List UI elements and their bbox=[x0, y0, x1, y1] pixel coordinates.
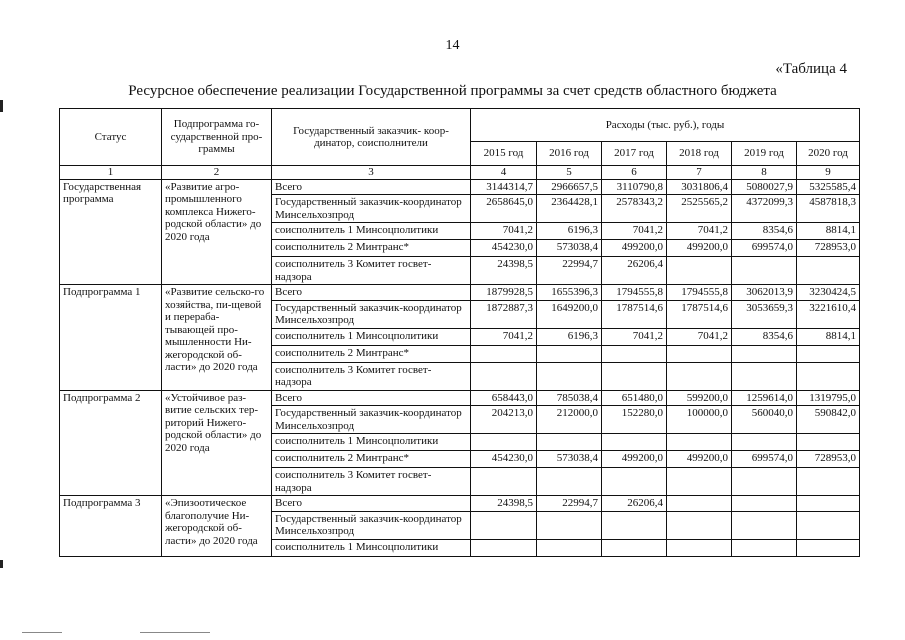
value-cell: 1787514,6 bbox=[667, 300, 732, 328]
value-cell bbox=[667, 539, 732, 556]
header-year: 2017 год bbox=[602, 142, 667, 166]
value-cell: 152280,0 bbox=[602, 406, 667, 434]
value-cell: 499200,0 bbox=[667, 451, 732, 468]
row-subprogram-name: «Развитие агро-промышленного комплекса Нижего-родской области» до 2020 года bbox=[162, 179, 272, 285]
header-year: 2020 год bbox=[797, 142, 860, 166]
value-cell bbox=[667, 511, 732, 539]
value-cell bbox=[732, 434, 797, 451]
value-cell: 3053659,3 bbox=[732, 300, 797, 328]
row-executor: Государственный заказчик-координатор Минсельхозпрод bbox=[272, 511, 471, 539]
row-executor: соисполнитель 3 Комитет госвет-надзора bbox=[272, 468, 471, 496]
table-row bbox=[60, 390, 860, 406]
value-cell: 3144314,7 bbox=[471, 179, 537, 195]
header-subprogram: Подпрограмма го-сударственной про-граммы bbox=[162, 109, 272, 166]
table-row bbox=[60, 285, 860, 301]
column-number: 9 bbox=[797, 166, 860, 180]
value-cell bbox=[471, 362, 537, 390]
value-cell: 658443,0 bbox=[471, 390, 537, 406]
value-cell bbox=[537, 345, 602, 362]
row-executor: Всего bbox=[272, 390, 471, 406]
value-cell: 8354,6 bbox=[732, 328, 797, 345]
value-cell: 3110790,8 bbox=[602, 179, 667, 195]
value-cell bbox=[602, 345, 667, 362]
header-year: 2019 год bbox=[732, 142, 797, 166]
row-executor: соисполнитель 2 Минтранс* bbox=[272, 451, 471, 468]
value-cell bbox=[471, 511, 537, 539]
value-cell bbox=[797, 539, 860, 556]
header-year: 2018 год bbox=[667, 142, 732, 166]
value-cell: 6196,3 bbox=[537, 223, 602, 240]
column-number: 5 bbox=[537, 166, 602, 180]
resource-table bbox=[59, 108, 860, 557]
value-cell: 3062013,9 bbox=[732, 285, 797, 301]
value-cell: 651480,0 bbox=[602, 390, 667, 406]
row-status: Подпрограмма 1 bbox=[60, 285, 162, 391]
header-expenses: Расходы (тыс. руб.), годы bbox=[471, 109, 860, 142]
value-cell: 1655396,3 bbox=[537, 285, 602, 301]
value-cell bbox=[732, 345, 797, 362]
value-cell: 454230,0 bbox=[471, 240, 537, 257]
row-status: Подпрограмма 3 bbox=[60, 496, 162, 557]
table-title: Ресурсное обеспечение реализации Государственной программы за счет средств областного бюджета bbox=[128, 83, 777, 99]
row-status: Подпрограмма 2 bbox=[60, 390, 162, 496]
row-subprogram-name: «Устойчивое раз-витие сельских тер-риторий Нижего-родской области» до 2020 года bbox=[162, 390, 272, 496]
row-subprogram-name: «Эпизоотическое благополучие Ни-жегородской об-ласти» до 2020 года bbox=[162, 496, 272, 557]
row-executor: Государственный заказчик-координатор Минсельхозпрод bbox=[272, 300, 471, 328]
value-cell: 7041,2 bbox=[471, 223, 537, 240]
value-cell bbox=[732, 496, 797, 512]
value-cell bbox=[797, 345, 860, 362]
value-cell bbox=[797, 468, 860, 496]
value-cell: 100000,0 bbox=[667, 406, 732, 434]
value-cell bbox=[667, 362, 732, 390]
value-cell: 1794555,8 bbox=[667, 285, 732, 301]
value-cell: 1879928,5 bbox=[471, 285, 537, 301]
header-year: 2015 год bbox=[471, 142, 537, 166]
column-number: 2 bbox=[162, 166, 272, 180]
value-cell: 1794555,8 bbox=[602, 285, 667, 301]
row-executor: соисполнитель 3 Комитет госвет-надзора bbox=[272, 362, 471, 390]
value-cell: 1787514,6 bbox=[602, 300, 667, 328]
row-executor: Всего bbox=[272, 285, 471, 301]
value-cell: 499200,0 bbox=[602, 451, 667, 468]
row-executor: Всего bbox=[272, 496, 471, 512]
row-subprogram-name: «Развитие сельско-го хозяйства, пи-щевой и перераба-тывающей про-мышленности Ни-жегородской об-ласти» до 2020 года bbox=[162, 285, 272, 391]
column-number: 6 bbox=[602, 166, 667, 180]
value-cell: 3031806,4 bbox=[667, 179, 732, 195]
value-cell bbox=[537, 539, 602, 556]
value-cell: 699574,0 bbox=[732, 240, 797, 257]
column-number: 1 bbox=[60, 166, 162, 180]
header-year: 2016 год bbox=[537, 142, 602, 166]
row-executor: соисполнитель 3 Комитет госвет-надзора bbox=[272, 257, 471, 285]
value-cell: 1872887,3 bbox=[471, 300, 537, 328]
header-status: Статус bbox=[60, 109, 162, 166]
value-cell bbox=[471, 434, 537, 451]
value-cell bbox=[797, 511, 860, 539]
footnote-rule bbox=[140, 632, 210, 633]
value-cell: 599200,0 bbox=[667, 390, 732, 406]
value-cell bbox=[732, 468, 797, 496]
value-cell: 7041,2 bbox=[667, 328, 732, 345]
header-customer: Государственный заказчик- коор-динатор, соисполнители bbox=[272, 109, 471, 166]
value-cell: 22994,7 bbox=[537, 496, 602, 512]
value-cell: 573038,4 bbox=[537, 451, 602, 468]
value-cell: 699574,0 bbox=[732, 451, 797, 468]
row-executor: соисполнитель 2 Минтранс* bbox=[272, 345, 471, 362]
value-cell bbox=[471, 345, 537, 362]
table-row bbox=[60, 179, 860, 195]
value-cell bbox=[602, 362, 667, 390]
value-cell: 8814,1 bbox=[797, 223, 860, 240]
column-number: 3 bbox=[272, 166, 471, 180]
value-cell: 24398,5 bbox=[471, 257, 537, 285]
table-row bbox=[60, 496, 860, 512]
value-cell: 1259614,0 bbox=[732, 390, 797, 406]
value-cell bbox=[667, 434, 732, 451]
value-cell bbox=[667, 257, 732, 285]
row-executor: соисполнитель 1 Минсоцполитики bbox=[272, 434, 471, 451]
value-cell: 1649200,0 bbox=[537, 300, 602, 328]
value-cell bbox=[471, 468, 537, 496]
value-cell: 1319795,0 bbox=[797, 390, 860, 406]
footnote-rule bbox=[22, 632, 62, 633]
value-cell: 454230,0 bbox=[471, 451, 537, 468]
value-cell bbox=[602, 539, 667, 556]
value-cell bbox=[537, 362, 602, 390]
value-cell: 2525565,2 bbox=[667, 195, 732, 223]
row-executor: Всего bbox=[272, 179, 471, 195]
value-cell: 2578343,2 bbox=[602, 195, 667, 223]
row-status: Государственная программа bbox=[60, 179, 162, 285]
value-cell: 2966657,5 bbox=[537, 179, 602, 195]
value-cell: 4372099,3 bbox=[732, 195, 797, 223]
value-cell: 2364428,1 bbox=[537, 195, 602, 223]
value-cell: 24398,5 bbox=[471, 496, 537, 512]
value-cell: 204213,0 bbox=[471, 406, 537, 434]
value-cell: 728953,0 bbox=[797, 451, 860, 468]
value-cell bbox=[537, 468, 602, 496]
value-cell bbox=[732, 257, 797, 285]
value-cell: 499200,0 bbox=[602, 240, 667, 257]
value-cell bbox=[667, 496, 732, 512]
row-executor: Государственный заказчик-координатор Минсельхозпрод bbox=[272, 195, 471, 223]
value-cell: 26206,4 bbox=[602, 257, 667, 285]
value-cell bbox=[732, 539, 797, 556]
value-cell bbox=[667, 345, 732, 362]
row-executor: соисполнитель 2 Минтранс* bbox=[272, 240, 471, 257]
value-cell bbox=[797, 362, 860, 390]
value-cell bbox=[797, 496, 860, 512]
row-executor: Государственный заказчик-координатор Минсельхозпрод bbox=[272, 406, 471, 434]
value-cell: 212000,0 bbox=[537, 406, 602, 434]
value-cell bbox=[537, 511, 602, 539]
value-cell bbox=[732, 511, 797, 539]
scan-edge-mark bbox=[0, 560, 3, 568]
value-cell: 8814,1 bbox=[797, 328, 860, 345]
value-cell: 3230424,5 bbox=[797, 285, 860, 301]
value-cell: 7041,2 bbox=[667, 223, 732, 240]
value-cell bbox=[602, 511, 667, 539]
value-cell bbox=[471, 539, 537, 556]
value-cell: 2658645,0 bbox=[471, 195, 537, 223]
page-number: 14 bbox=[445, 38, 460, 53]
value-cell: 6196,3 bbox=[537, 328, 602, 345]
value-cell: 7041,2 bbox=[602, 223, 667, 240]
row-executor: соисполнитель 1 Минсоцполитики bbox=[272, 539, 471, 556]
value-cell: 5080027,9 bbox=[732, 179, 797, 195]
value-cell: 4587818,3 bbox=[797, 195, 860, 223]
scan-edge-mark bbox=[0, 100, 3, 112]
value-cell: 590842,0 bbox=[797, 406, 860, 434]
value-cell: 573038,4 bbox=[537, 240, 602, 257]
value-cell: 7041,2 bbox=[471, 328, 537, 345]
value-cell: 22994,7 bbox=[537, 257, 602, 285]
row-executor: соисполнитель 1 Минсоцполитики bbox=[272, 328, 471, 345]
value-cell bbox=[602, 434, 667, 451]
value-cell: 785038,4 bbox=[537, 390, 602, 406]
column-number: 7 bbox=[667, 166, 732, 180]
value-cell: 5325585,4 bbox=[797, 179, 860, 195]
value-cell: 560040,0 bbox=[732, 406, 797, 434]
value-cell: 7041,2 bbox=[602, 328, 667, 345]
value-cell bbox=[537, 434, 602, 451]
value-cell bbox=[602, 468, 667, 496]
column-number: 4 bbox=[471, 166, 537, 180]
value-cell bbox=[667, 468, 732, 496]
value-cell: 728953,0 bbox=[797, 240, 860, 257]
table-label: «Таблица 4 bbox=[775, 61, 847, 77]
value-cell: 499200,0 bbox=[667, 240, 732, 257]
column-number: 8 bbox=[732, 166, 797, 180]
value-cell bbox=[732, 362, 797, 390]
row-executor: соисполнитель 1 Минсоцполитики bbox=[272, 223, 471, 240]
value-cell: 26206,4 bbox=[602, 496, 667, 512]
value-cell: 3221610,4 bbox=[797, 300, 860, 328]
value-cell: 8354,6 bbox=[732, 223, 797, 240]
value-cell bbox=[797, 257, 860, 285]
value-cell bbox=[797, 434, 860, 451]
